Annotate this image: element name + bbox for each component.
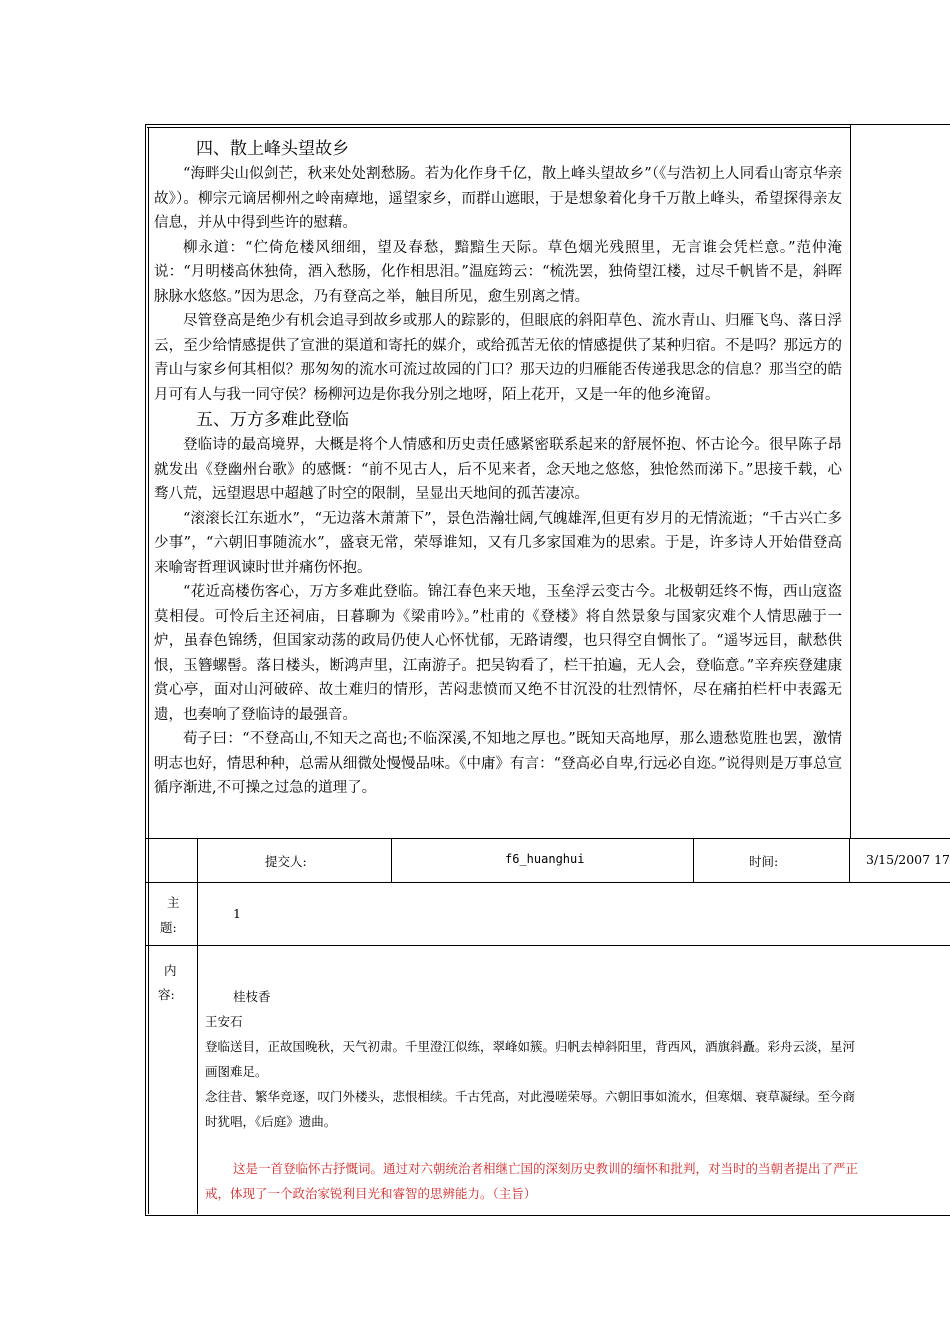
row-rule-3 xyxy=(145,945,950,946)
submitter-value: f6_huanghui xyxy=(505,852,585,866)
row-rule-2 xyxy=(145,882,950,883)
col-rule-4 xyxy=(849,838,850,882)
commentary-line-1: 这是一首登临怀古抒慨词。通过对六朝统治者相继亡国的深刻历史教训的缅怀和批判，对当时的当朝者提出了严正 xyxy=(233,1161,859,1176)
poem-line-2: 画图难足。 xyxy=(205,1064,268,1079)
section5-paragraph-4: 荀子曰：“不登高山,不知天之高也;不临深溪,不知地之厚也。”既知天高地厚，那么遗愁览胜也罢，激情明志也好，情思种种，总需从细微处慢慢品味。《中庸》有言：“登高必自卑,行远必自迩。”说得则是万事总宣循序渐进,不可操之过急的道理了。 xyxy=(154,731,842,796)
poem-line-1: 登临送目，正故国晚秋，天气初肃。千里澄江似练，翠峰如簇。归帆去棹斜阳里，背西风，酒旗斜矗。彩舟云淡，星河 xyxy=(205,1039,856,1054)
section4-paragraph-2: 柳永道：“伫倚危楼风细细，望及春愁，黯黯生天际。草色烟光残照里，无言谁会凭栏意。”范仲淹说：“月明楼高休独倚，酒入愁肠，化作相思泪。”温庭筠云：“梳洗罢，独倚望江楼，过尽千帆皆不是，斜晖脉脉水悠悠。”因为思念，乃有登高之举，触目所见，愈生别离之情。 xyxy=(154,239,842,305)
section5-heading: 五、万方多难此登临 xyxy=(196,410,349,430)
section5-paragraph-1: 登临诗的最高境界，大概是将个人情感和历史责任感紧密联系起来的舒展怀抱、怀古论今。很早陈子昂就发出《登幽州台歌》的感慨：“前不见古人，后不见来者，念天地之悠悠，独怆然而涕下。”思接千载，心骛八荒，远望遐思中超越了时空的限制，呈显出天地间的孤苦凄凉。 xyxy=(154,437,842,502)
section5-paragraph-2: “滚滚长江东逝水”，“无边落木萧萧下”，景色浩瀚壮阔,气魄雄浑,但更有岁月的无情流逝；“千古兴亡多少事”，“六朝旧事随流水”，盛衰无常，荣辱谁知，又有几多家国难为的思索。于是，许多诗人开始借登高来喻寄哲理讽谏时世并痛伤怀抱。 xyxy=(154,510,842,576)
time-value: 3/15/2007 17 xyxy=(866,852,950,867)
section4-paragraph-1: “海畔尖山似剑芒，秋来处处割愁肠。若为化作身千亿，散上峰头望故乡”（《与浩初上人同看山寄京华亲故》）。柳宗元谪居柳州之岭南瘴地，遥望家乡，而群山遮眼，于是想象着化身千万散上峰头，希望探得亲友信息，并从中得到些许的慰藉。 xyxy=(154,166,842,231)
poem-line-3: 念往昔、繁华竞逐，叹门外楼头，悲恨相续。千古凭高，对此漫嗟荣辱。六朝旧事如流水，但寒烟、衰草凝绿。至今商 xyxy=(205,1089,856,1104)
poem-author: 王安石 xyxy=(205,1014,243,1029)
time-label: 时间: xyxy=(749,854,779,869)
subject-label-top: 主 xyxy=(167,895,180,910)
col-rule-3 xyxy=(693,838,694,882)
top-rule-right xyxy=(850,124,950,125)
subject-value: 1 xyxy=(233,906,241,921)
submitter-label: 提交人: xyxy=(265,854,307,869)
body-right-rule xyxy=(850,124,851,838)
poem-line-4: 时犹唱，《后庭》遗曲。 xyxy=(205,1114,337,1129)
col-rule-1 xyxy=(197,838,198,1214)
content-label-bottom: 容: xyxy=(158,987,175,1002)
col-rule-2 xyxy=(391,838,392,882)
commentary-line-2: 戒，体现了一个政治家锐利目光和睿智的思辨能力。（主旨） xyxy=(205,1186,537,1201)
section5-paragraph-3: “花近高楼伤客心，万方多难此登临。锦江春色来天地，玉垒浮云变古今。北极朝廷终不悔，西山寇盗莫相侵。可怜后主还祠庙，日暮聊为《梁甫吟》。”杜甫的《登楼》将自然景象与国家灾难个人情思融于一炉，虽春色锦绣，但国家动荡的政局仍使人心怀忧郁，无路请缨，也只得空自惆怅了。“遥岑远目，献愁供恨，玉簪螺髻。落日楼头，断鸿声里，江南游子。把吴钩看了，栏干拍遍，无人会，登临意。”辛弃疾登建康赏心亭，面对山河破碎、故土难归的情形，苦闷悲愤而又绝不甘沉没的壮烈情怀，尽在痛拍栏杆中表露无遗，也奏响了登临诗的最强音。 xyxy=(154,584,842,723)
inner-left-rule xyxy=(148,127,149,1214)
poem-title: 桂枝香 xyxy=(233,989,271,1004)
section4-heading: 四、散上峰头望故乡 xyxy=(196,139,349,159)
content-label-top: 内 xyxy=(164,963,177,978)
content-body xyxy=(205,984,950,1206)
top-rule-double xyxy=(147,127,850,128)
section4-paragraph-3: 尽管登高是绝少有机会追寻到故乡或那人的踪影的，但眼底的斜阳草色、流水青山、归雁飞鸟、落日浮云，至少给情感提供了宣泄的渠道和寄托的媒介，或给孤苦无依的情感提供了某种归宿。不是吗？那远方的青山与家乡何其相似？那匆匆的流水可流过故园的门口？那天边的归雁能否传递我思念的信息？那当空的皓月可有人与我一同守侯？杨柳河边是你我分别之地呀，陌上花开，又是一年的他乡淹留。 xyxy=(154,313,842,403)
row-rule-1 xyxy=(145,838,950,839)
subject-label-bottom: 题: xyxy=(160,920,177,935)
article-body xyxy=(154,136,842,801)
